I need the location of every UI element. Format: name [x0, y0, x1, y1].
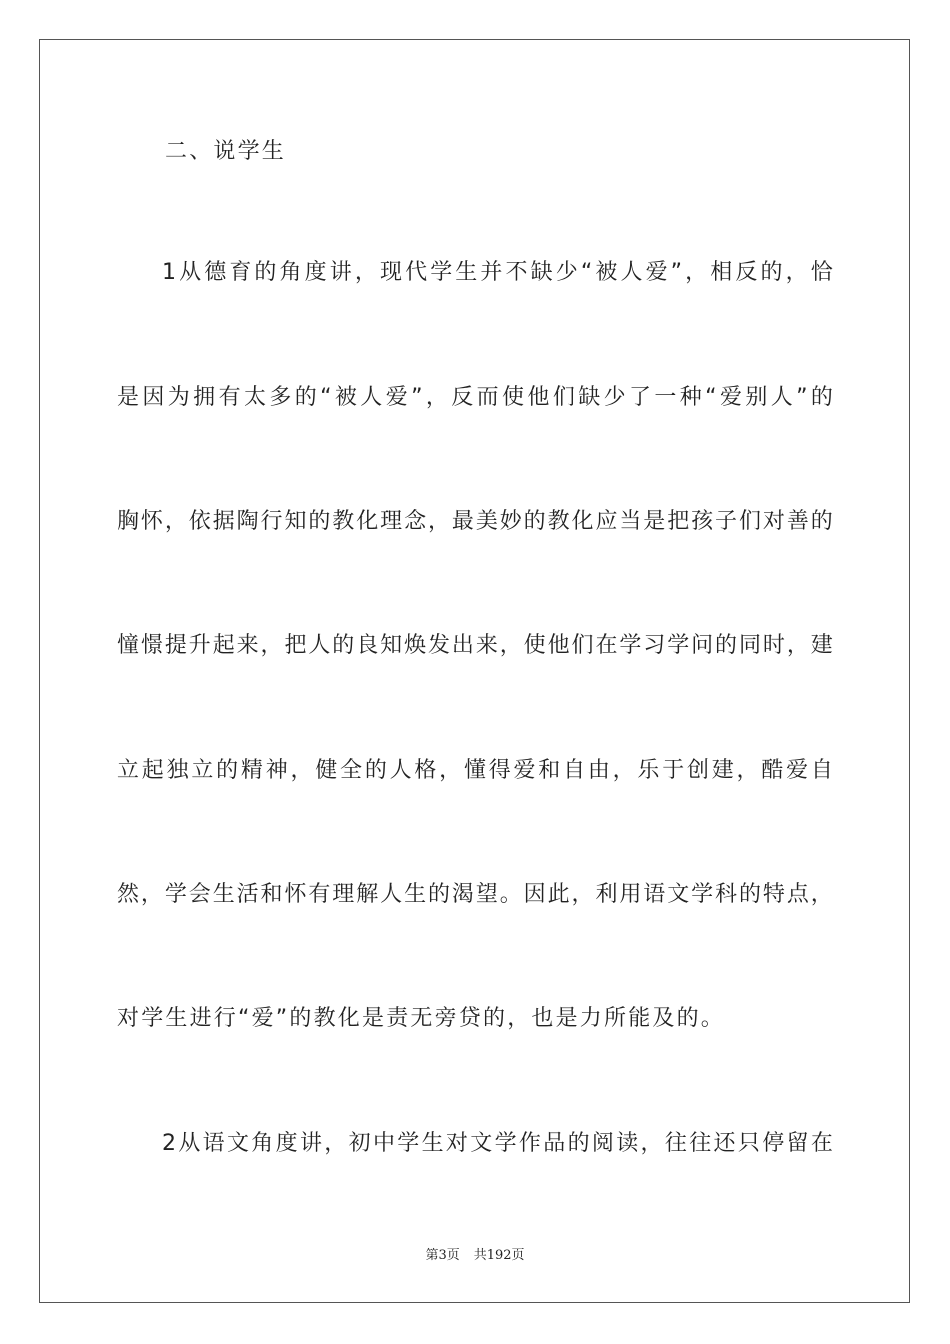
glyph: 。 — [499, 882, 522, 907]
glyph: 建 — [711, 758, 734, 783]
paragraph-line-7: 对学生进行“爱”的教化是责无旁贷的，也是力所能及的。 — [117, 1006, 725, 1031]
page-footer — [0, 1247, 950, 1265]
glyph: 应 — [595, 509, 618, 534]
glyph: 依 — [188, 509, 211, 534]
glyph: 化 — [356, 509, 379, 534]
glyph: 恰 — [810, 260, 833, 285]
paragraph-line-8 — [117, 1129, 833, 1159]
glyph: 乐 — [637, 758, 660, 783]
glyph: 理 — [332, 882, 355, 907]
glyph: 知 — [284, 509, 307, 534]
paragraph-line-6 — [117, 880, 833, 910]
glyph: 懂 — [463, 758, 486, 783]
glyph: ” — [796, 385, 808, 410]
glyph: 的 — [810, 385, 833, 410]
glyph: 对 — [762, 509, 785, 534]
glyph: ， — [425, 385, 448, 410]
glyph: 初 — [348, 1131, 371, 1156]
glyph: 同 — [738, 633, 761, 658]
glyph: 讲 — [329, 260, 352, 285]
glyph: 念 — [404, 509, 427, 534]
glyph: 从 — [179, 260, 202, 285]
glyph: 建 — [810, 633, 833, 658]
glyph: 的 — [216, 758, 239, 783]
glyph: 为 — [167, 385, 190, 410]
glyph: 的 — [760, 260, 783, 285]
glyph: 爱 — [513, 758, 536, 783]
glyph: 了 — [628, 385, 651, 410]
glyph: 学 — [494, 1131, 517, 1156]
glyph: 爱 — [719, 385, 742, 410]
glyph: 一 — [654, 385, 677, 410]
glyph: 相 — [710, 260, 733, 285]
glyph: 语 — [202, 1131, 225, 1156]
glyph: 神 — [265, 758, 288, 783]
glyph: 自 — [563, 758, 586, 783]
glyph: 在 — [810, 1131, 833, 1156]
glyph: ， — [164, 509, 187, 534]
paragraph-line-3 — [117, 507, 833, 537]
glyph: 利 — [595, 882, 618, 907]
glyph: 怀 — [140, 509, 163, 534]
glyph: 反 — [735, 260, 758, 285]
glyph: 孩 — [691, 509, 714, 534]
section-heading: 二、说学生 — [165, 139, 287, 164]
glyph: 的 — [715, 633, 738, 658]
glyph: ” — [670, 260, 683, 285]
glyph: 妙 — [499, 509, 522, 534]
glyph: ， — [427, 509, 450, 534]
glyph: 使 — [523, 633, 546, 658]
glyph: ， — [499, 633, 522, 658]
glyph: ， — [612, 758, 635, 783]
glyph: 把 — [284, 633, 307, 658]
page-total: 共192页 — [473, 1248, 525, 1263]
glyph: 学 — [164, 882, 187, 907]
glyph: 教 — [547, 509, 570, 534]
glyph: 反 — [451, 385, 474, 410]
glyph: 化 — [571, 509, 594, 534]
paragraph-line-2 — [117, 383, 833, 413]
glyph: 对 — [445, 1131, 468, 1156]
glyph: 最 — [451, 509, 474, 534]
glyph: ， — [785, 260, 808, 285]
glyph: 解 — [356, 882, 379, 907]
glyph: 们 — [571, 633, 594, 658]
glyph: 育 — [229, 260, 252, 285]
glyph: 习 — [643, 633, 666, 658]
glyph: ， — [354, 260, 377, 285]
glyph: ， — [439, 758, 462, 783]
glyph: 教 — [332, 509, 355, 534]
glyph: 升 — [188, 633, 211, 658]
glyph: 人 — [620, 260, 643, 285]
glyph: 会 — [188, 882, 211, 907]
glyph: 生 — [421, 1131, 444, 1156]
glyph: 1 — [162, 260, 176, 285]
glyph: 来 — [236, 633, 259, 658]
glyph: 们 — [552, 385, 575, 410]
glyph: 代 — [405, 260, 428, 285]
glyph: 科 — [715, 882, 738, 907]
glyph: 当 — [619, 509, 642, 534]
glyph: 2 — [162, 1131, 176, 1156]
glyph: 还 — [713, 1131, 736, 1156]
glyph: 留 — [786, 1131, 809, 1156]
glyph: 因 — [142, 385, 165, 410]
glyph: 善 — [786, 509, 809, 534]
glyph: 来 — [475, 633, 498, 658]
glyph: 角 — [279, 260, 302, 285]
glyph: 的 — [523, 509, 546, 534]
glyph: 然 — [117, 882, 140, 907]
glyph: 作 — [518, 1131, 541, 1156]
glyph: 憬 — [140, 633, 163, 658]
glyph: 学 — [691, 882, 714, 907]
glyph: ， — [571, 882, 594, 907]
glyph: 焕 — [404, 633, 427, 658]
glyph: 是 — [643, 509, 666, 534]
glyph: 此 — [547, 882, 570, 907]
glyph: 往 — [664, 1131, 687, 1156]
glyph: 读 — [616, 1131, 639, 1156]
glyph: ， — [685, 260, 708, 285]
glyph: 爱 — [645, 260, 668, 285]
glyph: 由 — [587, 758, 610, 783]
glyph: 精 — [240, 758, 263, 783]
glyph: 多 — [269, 385, 292, 410]
glyph: “ — [705, 385, 717, 410]
glyph: 文 — [470, 1131, 493, 1156]
glyph: 的 — [738, 882, 761, 907]
paragraph-line-5 — [117, 756, 833, 786]
glyph: 立 — [117, 758, 140, 783]
glyph: 全 — [340, 758, 363, 783]
glyph: “ — [580, 260, 593, 285]
glyph: 起 — [141, 758, 164, 783]
glyph: 而 — [476, 385, 499, 410]
glyph: 良 — [356, 633, 379, 658]
glyph: 憧 — [117, 633, 140, 658]
glyph: 的 — [332, 633, 355, 658]
glyph: 他 — [547, 633, 570, 658]
glyph: 从 — [178, 1131, 201, 1156]
glyph: 文 — [667, 882, 690, 907]
glyph: 时 — [762, 633, 785, 658]
glyph: 出 — [451, 633, 474, 658]
glyph: 德 — [204, 260, 227, 285]
glyph: 少 — [555, 260, 578, 285]
glyph: 胸 — [117, 509, 140, 534]
glyph: 停 — [762, 1131, 785, 1156]
glyph: 现 — [379, 260, 402, 285]
glyph: 度 — [275, 1131, 298, 1156]
glyph: 人 — [308, 633, 331, 658]
glyph: 美 — [475, 509, 498, 534]
glyph: 的 — [254, 260, 277, 285]
glyph: 缺 — [578, 385, 601, 410]
glyph: 的 — [810, 509, 833, 534]
glyph: 的 — [308, 509, 331, 534]
glyph: 是 — [117, 385, 140, 410]
glyph: 并 — [480, 260, 503, 285]
glyph: ， — [640, 1131, 663, 1156]
glyph: 使 — [502, 385, 525, 410]
glyph: 因 — [523, 882, 546, 907]
glyph: 他 — [527, 385, 550, 410]
glyph: “ — [320, 385, 332, 410]
glyph: 怀 — [284, 882, 307, 907]
glyph: ， — [324, 1131, 347, 1156]
glyph: 陶 — [236, 509, 259, 534]
glyph: 的 — [427, 882, 450, 907]
glyph: 格 — [414, 758, 437, 783]
glyph: 语 — [643, 882, 666, 907]
glyph: ” — [411, 385, 423, 410]
glyph: 学 — [397, 1131, 420, 1156]
glyph: 被 — [334, 385, 357, 410]
glyph: 在 — [595, 633, 618, 658]
glyph: 酷 — [761, 758, 784, 783]
glyph: 学 — [619, 633, 642, 658]
glyph: 和 — [538, 758, 561, 783]
glyph: 点 — [786, 882, 809, 907]
glyph: 学 — [667, 633, 690, 658]
glyph: 的 — [567, 1131, 590, 1156]
glyph: 起 — [212, 633, 235, 658]
glyph: ， — [810, 882, 833, 907]
glyph: ， — [736, 758, 759, 783]
glyph: 学 — [430, 260, 453, 285]
paragraph-line-1 — [117, 258, 833, 288]
page-number: 第3页 — [425, 1248, 460, 1263]
glyph: 爱 — [786, 758, 809, 783]
glyph: ， — [140, 882, 163, 907]
page-border — [39, 39, 910, 1303]
glyph: 文 — [226, 1131, 249, 1156]
glyph: 度 — [304, 260, 327, 285]
glyph: 中 — [372, 1131, 395, 1156]
glyph: 于 — [662, 758, 685, 783]
glyph: 讲 — [299, 1131, 322, 1156]
glyph: 人 — [389, 758, 412, 783]
glyph: 缺 — [530, 260, 553, 285]
glyph: 人 — [360, 385, 383, 410]
glyph: ， — [786, 633, 809, 658]
glyph: 渴 — [451, 882, 474, 907]
glyph: 种 — [679, 385, 702, 410]
glyph: 别 — [745, 385, 768, 410]
glyph: 问 — [691, 633, 714, 658]
glyph: 生 — [212, 882, 235, 907]
glyph: 理 — [380, 509, 403, 534]
glyph: 只 — [737, 1131, 760, 1156]
glyph: 子 — [715, 509, 738, 534]
glyph: 品 — [543, 1131, 566, 1156]
glyph: 有 — [218, 385, 241, 410]
glyph: 生 — [404, 882, 427, 907]
glyph: 生 — [455, 260, 478, 285]
glyph: 特 — [762, 882, 785, 907]
glyph: 创 — [686, 758, 709, 783]
glyph: 被 — [595, 260, 618, 285]
glyph: 人 — [770, 385, 793, 410]
glyph: 知 — [380, 633, 403, 658]
glyph: 人 — [380, 882, 403, 907]
glyph: 用 — [619, 882, 642, 907]
glyph: 太 — [243, 385, 266, 410]
paragraph-line-4 — [117, 631, 833, 661]
glyph: 自 — [810, 758, 833, 783]
glyph: 立 — [191, 758, 214, 783]
glyph: ， — [260, 633, 283, 658]
glyph: 们 — [738, 509, 761, 534]
glyph: 发 — [427, 633, 450, 658]
glyph: 有 — [308, 882, 331, 907]
glyph: ， — [290, 758, 313, 783]
glyph: 把 — [667, 509, 690, 534]
glyph: 的 — [294, 385, 317, 410]
glyph: 得 — [488, 758, 511, 783]
glyph: 据 — [212, 509, 235, 534]
glyph: 独 — [166, 758, 189, 783]
glyph: 行 — [260, 509, 283, 534]
glyph: 活 — [236, 882, 259, 907]
glyph: 少 — [603, 385, 626, 410]
glyph: 阅 — [591, 1131, 614, 1156]
glyph: 望 — [475, 882, 498, 907]
glyph: 角 — [251, 1131, 274, 1156]
glyph: 提 — [164, 633, 187, 658]
glyph: 不 — [505, 260, 528, 285]
glyph: 健 — [315, 758, 338, 783]
glyph: 爱 — [385, 385, 408, 410]
glyph: 往 — [689, 1131, 712, 1156]
glyph: 拥 — [193, 385, 216, 410]
glyph: 的 — [364, 758, 387, 783]
glyph: 和 — [260, 882, 283, 907]
